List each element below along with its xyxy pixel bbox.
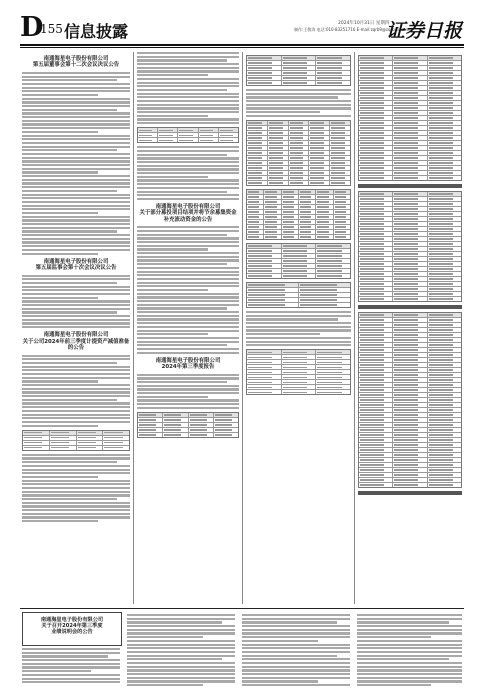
page-header: [20, 12, 464, 43]
data-table: [246, 55, 351, 86]
bottom-column-1: [22, 648, 120, 685]
newspaper-logo: 证券日报: [385, 20, 462, 42]
column-divider: [354, 52, 355, 604]
data-table: [137, 412, 239, 438]
bottom-column-4: [357, 614, 462, 688]
data-table: [246, 282, 351, 308]
announcement-title: 南通海星电子股份有限公司 第五届监事会第十次会议决议公告: [35, 258, 117, 272]
announcement-body: [22, 454, 130, 523]
announcement-body: [137, 52, 239, 124]
contact-line: 制作:王敬涛 电话:010-83251716 E-mail:zqrb9@zqrb.sina.net: [294, 27, 413, 32]
announcement-body: [137, 146, 239, 200]
column-3: [246, 52, 351, 398]
bottom-column-3: [242, 614, 350, 688]
data-table: [358, 55, 462, 181]
section-band: [358, 305, 462, 309]
announcement-title: 南通海星电子股份有限公司 关于部分募投项目结项并将节余募集资金 补充流动资金的公告: [139, 204, 237, 223]
section-band: [358, 184, 462, 188]
data-table: [358, 312, 462, 488]
column-2: [137, 52, 239, 441]
page-number: 155: [40, 22, 63, 36]
data-table: [137, 127, 239, 143]
announcement-body: [22, 72, 130, 255]
column-1: [22, 52, 130, 524]
announcement-body: [137, 226, 239, 354]
announcement-title: 南通海星电子股份有限公司 2024年第三季度报告: [155, 357, 221, 371]
announcement-body: [246, 89, 351, 117]
header-rule-thin: [20, 47, 464, 48]
data-table: [246, 120, 351, 186]
announcement-title: 南通海星电子股份有限公司 关于公司2024年前三季度计提资产减值准备的公告: [22, 332, 130, 352]
section-letter: D: [20, 12, 43, 43]
bottom-section-rule: [20, 608, 464, 609]
column-4: [358, 52, 462, 498]
issue-date: 2024年10月31日 星期四: [338, 21, 390, 26]
data-table: [246, 243, 351, 279]
header-rule: [20, 44, 464, 46]
bottom-announcement-box: [22, 612, 122, 646]
bottom-column-2: [127, 614, 235, 688]
section-band: [358, 491, 462, 495]
section-title: 信息披露: [64, 22, 129, 41]
data-table: [246, 189, 351, 240]
data-table: [358, 191, 462, 302]
data-table: [22, 430, 130, 451]
announcement-title: 南通海星电子股份有限公司 关于召开2024年第三季度 业绩说明会的公告: [40, 617, 104, 636]
announcement-body: [137, 374, 239, 409]
announcement-body: [22, 355, 130, 427]
announcement-body: [22, 275, 130, 329]
announcement-title: 南通海星电子股份有限公司 第五届董事会第十二次会议决议公告: [32, 56, 120, 69]
data-table: [246, 349, 351, 395]
column-divider: [133, 52, 134, 604]
column-divider: [242, 52, 243, 604]
announcement-body: [246, 311, 351, 346]
